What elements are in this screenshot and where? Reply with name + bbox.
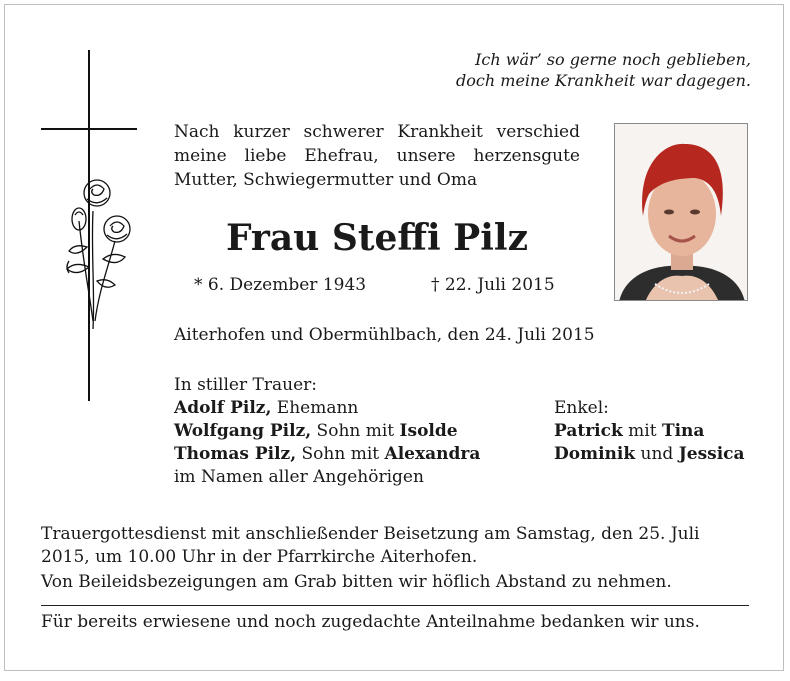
cross-icon-horizontal xyxy=(41,128,137,130)
obituary-card xyxy=(4,4,784,671)
grandchildren-list xyxy=(554,397,745,466)
announcement-text xyxy=(174,120,580,192)
place-and-date: Aiterhofen und Obermühlbach, den 24. Juli 2015 xyxy=(174,325,595,345)
mourner-row: Thomas Pilz, Sohn mit Alexandra xyxy=(174,444,481,464)
service-line: Von Beileidsbezeigungen am Grab bitten wir höflich Abstand zu nehmen. xyxy=(41,572,672,592)
mourner-row: Wolfgang Pilz, Sohn mit Isolde xyxy=(174,421,458,441)
grandchildren-heading: Enkel: xyxy=(554,398,609,418)
deceased-name: Frau Steffi Pilz xyxy=(225,217,529,259)
epitaph-quote xyxy=(5,49,751,91)
birth-date: * 6. Dezember 1943 xyxy=(194,275,367,295)
funeral-service-info xyxy=(41,523,751,594)
roses-icon xyxy=(57,171,133,331)
announcement-line: meine liebe Ehefrau, unsere herzensgute xyxy=(174,146,580,166)
quote-line: Ich wär’ so gerne noch geblieben, xyxy=(475,50,751,69)
grandchild-row: Dominik und Jessica xyxy=(554,444,745,464)
announcement-line: Mutter, Schwiegermutter und Oma xyxy=(174,170,478,190)
thanks-note: Für bereits erwiesene und noch zugedachte Anteilnahme bedanken wir uns. xyxy=(41,612,700,632)
mourners-footer: im Namen aller Angehörigen xyxy=(174,467,424,487)
divider-line xyxy=(41,605,749,606)
service-line: Trauergottesdienst mit anschließender Beisetzung am Samstag, den 25. Juli xyxy=(41,524,700,544)
grandchild-row: Patrick mit Tina xyxy=(554,421,705,441)
mourners-list xyxy=(174,374,480,489)
portrait-photo xyxy=(614,123,748,301)
mourner-row: Adolf Pilz, Ehemann xyxy=(174,398,359,418)
portrait-image xyxy=(615,124,748,301)
announcement-line: Nach kurzer schwerer Krankheit verschied xyxy=(174,122,580,142)
service-line: 2015, um 10.00 Uhr in der Pfarrkirche Aiterhofen. xyxy=(41,547,478,567)
mourners-heading: In stiller Trauer: xyxy=(174,375,317,395)
quote-line: doch meine Krankheit war dagegen. xyxy=(456,71,751,90)
death-date: † 22. Juli 2015 xyxy=(431,275,555,295)
